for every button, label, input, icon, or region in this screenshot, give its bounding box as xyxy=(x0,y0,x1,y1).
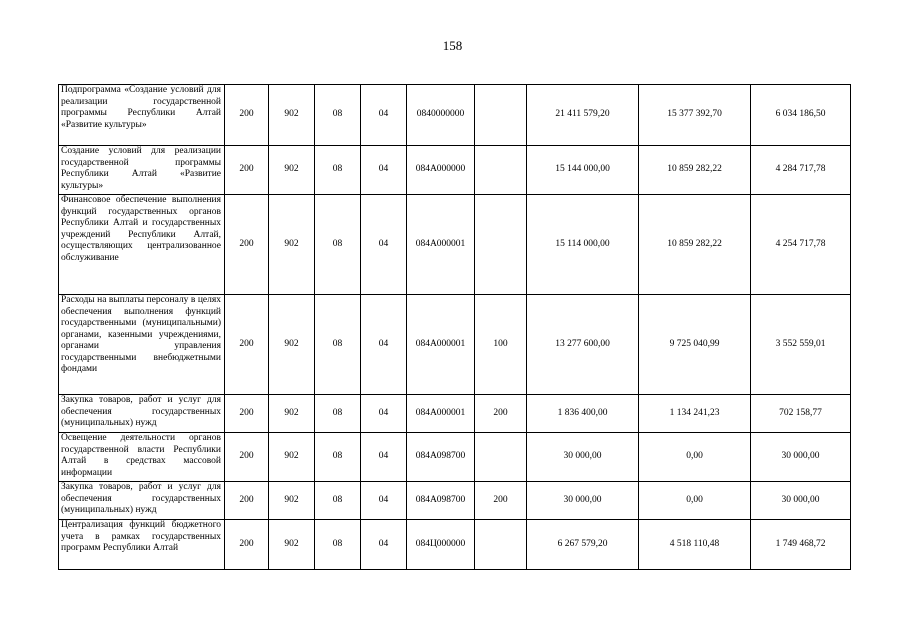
section-cell: 08 xyxy=(315,395,361,433)
amount-planned-cell: 21 411 579,20 xyxy=(527,85,639,146)
amount-planned-cell: 15 144 000,00 xyxy=(527,146,639,195)
amount-planned-cell: 13 277 600,00 xyxy=(527,295,639,395)
amount-executed-cell: 0,00 xyxy=(639,433,751,482)
expense-type-cell xyxy=(475,85,527,146)
section-cell: 08 xyxy=(315,482,361,520)
amount-planned-cell: 1 836 400,00 xyxy=(527,395,639,433)
row-name: Создание условий для реализации государственной программы Республики Алтай «Развитие культуры» xyxy=(59,146,225,195)
target-article-cell: 084А000001 xyxy=(407,395,475,433)
amount-executed-cell: 9 725 040,99 xyxy=(639,295,751,395)
expense-type-cell xyxy=(475,433,527,482)
section-cell: 08 xyxy=(315,520,361,570)
section-cell: 08 xyxy=(315,295,361,395)
code-cell: 200 xyxy=(225,146,269,195)
page-number: 158 xyxy=(442,38,463,53)
row-name: Финансовое обеспечение выполнения функций государственных органов Республики Алтай и государственных учреждений Республики Алтай, осуществляющих централизованное обслуживание xyxy=(59,195,225,295)
budget-table xyxy=(58,84,851,570)
expense-type-cell xyxy=(475,146,527,195)
subsection-cell: 04 xyxy=(361,295,407,395)
amount-remaining-cell: 30 000,00 xyxy=(751,433,851,482)
amount-planned-cell: 6 267 579,20 xyxy=(527,520,639,570)
table-row xyxy=(59,395,851,433)
amount-remaining-cell: 30 000,00 xyxy=(751,482,851,520)
target-article-cell: 084А000001 xyxy=(407,295,475,395)
row-name: Освещение деятельности органов государственной власти Республики Алтай в средствах массовой информации xyxy=(59,433,225,482)
budget-table-body xyxy=(59,85,851,570)
amount-remaining-cell: 3 552 559,01 xyxy=(751,295,851,395)
table-row xyxy=(59,85,851,146)
amount-remaining-cell: 1 749 468,72 xyxy=(751,520,851,570)
expense-type-cell xyxy=(475,195,527,295)
amount-executed-cell: 4 518 110,48 xyxy=(639,520,751,570)
subsection-cell: 04 xyxy=(361,85,407,146)
expense-type-cell: 200 xyxy=(475,395,527,433)
amount-executed-cell: 15 377 392,70 xyxy=(639,85,751,146)
code-cell: 200 xyxy=(225,395,269,433)
code-cell: 200 xyxy=(225,433,269,482)
target-article-cell: 084А098700 xyxy=(407,433,475,482)
subsection-cell: 04 xyxy=(361,395,407,433)
table-row xyxy=(59,195,851,295)
target-article-cell: 084А000001 xyxy=(407,195,475,295)
row-name: Закупка товаров, работ и услуг для обеспечения государственных (муниципальных) нужд xyxy=(59,482,225,520)
amount-executed-cell: 10 859 282,22 xyxy=(639,146,751,195)
ministry-cell: 902 xyxy=(269,433,315,482)
amount-remaining-cell: 4 254 717,78 xyxy=(751,195,851,295)
expense-type-cell: 200 xyxy=(475,482,527,520)
ministry-cell: 902 xyxy=(269,520,315,570)
subsection-cell: 04 xyxy=(361,195,407,295)
row-name: Подпрограмма «Создание условий для реализации государственной программы Республики Алтай «Развитие культуры» xyxy=(59,85,225,146)
ministry-cell: 902 xyxy=(269,482,315,520)
subsection-cell: 04 xyxy=(361,482,407,520)
target-article-cell: 084Ц000000 xyxy=(407,520,475,570)
row-name: Расходы на выплаты персоналу в целях обеспечения выполнения функций государственными (муниципальными) органами, казенными учреждениями, органами управления государственными внебюджетными фондами xyxy=(59,295,225,395)
amount-remaining-cell: 4 284 717,78 xyxy=(751,146,851,195)
amount-executed-cell: 10 859 282,22 xyxy=(639,195,751,295)
row-name: Закупка товаров, работ и услуг для обеспечения государственных (муниципальных) нужд xyxy=(59,395,225,433)
table-row xyxy=(59,482,851,520)
expense-type-cell xyxy=(475,520,527,570)
section-cell: 08 xyxy=(315,146,361,195)
section-cell: 08 xyxy=(315,195,361,295)
subsection-cell: 04 xyxy=(361,433,407,482)
code-cell: 200 xyxy=(225,520,269,570)
table-row xyxy=(59,295,851,395)
amount-remaining-cell: 6 034 186,50 xyxy=(751,85,851,146)
ministry-cell: 902 xyxy=(269,195,315,295)
code-cell: 200 xyxy=(225,195,269,295)
amount-remaining-cell: 702 158,77 xyxy=(751,395,851,433)
ministry-cell: 902 xyxy=(269,146,315,195)
section-cell: 08 xyxy=(315,85,361,146)
target-article-cell: 0840000000 xyxy=(407,85,475,146)
amount-planned-cell: 30 000,00 xyxy=(527,482,639,520)
table-row xyxy=(59,433,851,482)
code-cell: 200 xyxy=(225,85,269,146)
table-row xyxy=(59,146,851,195)
code-cell: 200 xyxy=(225,295,269,395)
ministry-cell: 902 xyxy=(269,395,315,433)
row-name: Централизация функций бюджетного учета в рамках государственных программ Республики Алтай xyxy=(59,520,225,570)
subsection-cell: 04 xyxy=(361,520,407,570)
target-article-cell: 084А098700 xyxy=(407,482,475,520)
amount-executed-cell: 0,00 xyxy=(639,482,751,520)
code-cell: 200 xyxy=(225,482,269,520)
section-cell: 08 xyxy=(315,433,361,482)
ministry-cell: 902 xyxy=(269,295,315,395)
amount-executed-cell: 1 134 241,23 xyxy=(639,395,751,433)
expense-type-cell: 100 xyxy=(475,295,527,395)
table-row xyxy=(59,520,851,570)
subsection-cell: 04 xyxy=(361,146,407,195)
amount-planned-cell: 15 114 000,00 xyxy=(527,195,639,295)
target-article-cell: 084А000000 xyxy=(407,146,475,195)
amount-planned-cell: 30 000,00 xyxy=(527,433,639,482)
ministry-cell: 902 xyxy=(269,85,315,146)
